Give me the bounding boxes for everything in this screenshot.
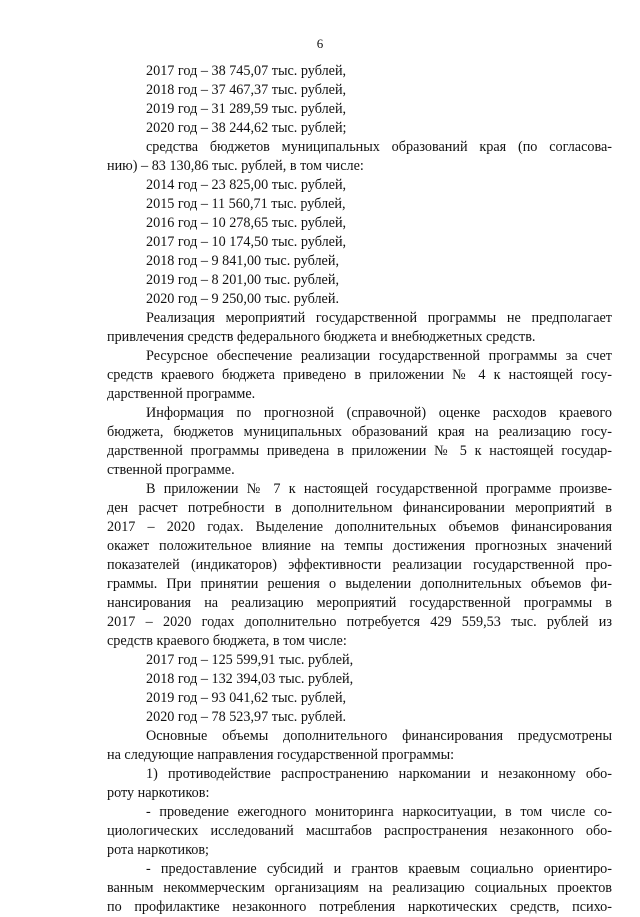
text-line: 2020 год – 9 250,00 тыс. рублей. [146, 291, 339, 307]
text-line: 2017 – 2020 годах дополнительно потребуется 429 559,53 тыс. рублей из [107, 614, 612, 630]
text-line: 2017 – 2020 годах. Выделение дополнительных объемов финансирования [107, 519, 612, 535]
text-line: 2018 год – 37 467,37 тыс. рублей, [146, 82, 347, 98]
text-line: по профилактике незаконного потребления наркотических средств, психо- [107, 899, 612, 915]
text-line: граммы. При принятии решения о выделении дополнительных объемов фи- [107, 576, 612, 592]
text-line: 2017 год – 10 174,50 тыс. рублей, [146, 234, 347, 250]
text-line: привлечения средств федерального бюджета и внебюджетных средств. [107, 329, 536, 345]
text-line: Основные объемы дополнительного финансирования предусмотрены [146, 728, 612, 744]
text-line: дарственной программы приведена в приложении № 5 к настоящей государ- [107, 443, 612, 459]
text-line: ден расчет потребности в дополнительном финансировании мероприятий в [107, 500, 612, 516]
text-line: средства бюджетов муниципальных образований края (по согласова- [146, 139, 612, 155]
text-line: на следующие направления государственной программы: [107, 747, 455, 763]
text-line: ственной программе. [107, 462, 235, 478]
text-line: показателей (индикаторов) эффективности реализации государственной про- [107, 557, 612, 573]
document-body [107, 62, 612, 917]
text-line: нансирования на реализацию мероприятий государственной программы в [107, 595, 612, 611]
text-line: Ресурсное обеспечение реализации государственной программы за счет [146, 348, 612, 364]
text-line: - предоставление субсидий и грантов краевым социально ориентиро- [146, 861, 612, 877]
text-line: 2017 год – 125 599,91 тыс. рублей, [146, 652, 354, 668]
text-line: бюджета, бюджетов муниципальных образований края на реализацию госу- [107, 424, 612, 440]
text-line: 2016 год – 10 278,65 тыс. рублей, [146, 215, 347, 231]
text-line: 2019 год – 8 201,00 тыс. рублей, [146, 272, 339, 288]
text-line: 1) противодействие распространению наркомании и незаконному обо- [146, 766, 612, 782]
page-number: 6 [316, 36, 324, 51]
text-line: 2020 год – 38 244,62 тыс. рублей; [146, 120, 347, 136]
text-line: средств краевого бюджета, в том числе: [107, 633, 347, 649]
text-line: 2019 год – 31 289,59 тыс. рублей, [146, 101, 347, 117]
text-line: В приложении № 7 к настоящей государственной программе произве- [146, 481, 612, 497]
text-line: 2018 год – 9 841,00 тыс. рублей, [146, 253, 339, 269]
text-line: Информация по прогнозной (справочной) оценке расходов краевого [146, 405, 612, 421]
text-line: дарственной программе. [107, 386, 256, 402]
text-line: нию) – 83 130,86 тыс. рублей, в том числе: [107, 158, 364, 174]
text-line: окажет положительное влияние на темпы достижения прогнозных значений [107, 538, 612, 554]
text-line: 2019 год – 93 041,62 тыс. рублей, [146, 690, 347, 706]
text-line: 2014 год – 23 825,00 тыс. рублей, [146, 177, 347, 193]
text-line: средств краевого бюджета приведено в приложении № 4 к настоящей госу- [107, 367, 612, 383]
text-line: Реализация мероприятий государственной программы не предполагает [146, 310, 612, 326]
text-line: 2020 год – 78 523,97 тыс. рублей. [146, 709, 347, 725]
text-line: циологических исследований масштабов распространения незаконного обо- [107, 823, 612, 839]
text-line: роту наркотиков: [107, 785, 210, 801]
text-line: ванным некоммерческим организациям на реализацию социальных проектов [107, 880, 612, 896]
text-line: 2018 год – 132 394,03 тыс. рублей, [146, 671, 354, 687]
text-line: 2015 год – 11 560,71 тыс. рублей, [146, 196, 346, 212]
text-line: рота наркотиков; [107, 842, 209, 858]
text-line: 2017 год – 38 745,07 тыс. рублей, [146, 63, 347, 79]
text-line: - проведение ежегодного мониторинга наркоситуации, в том числе со- [146, 804, 612, 820]
